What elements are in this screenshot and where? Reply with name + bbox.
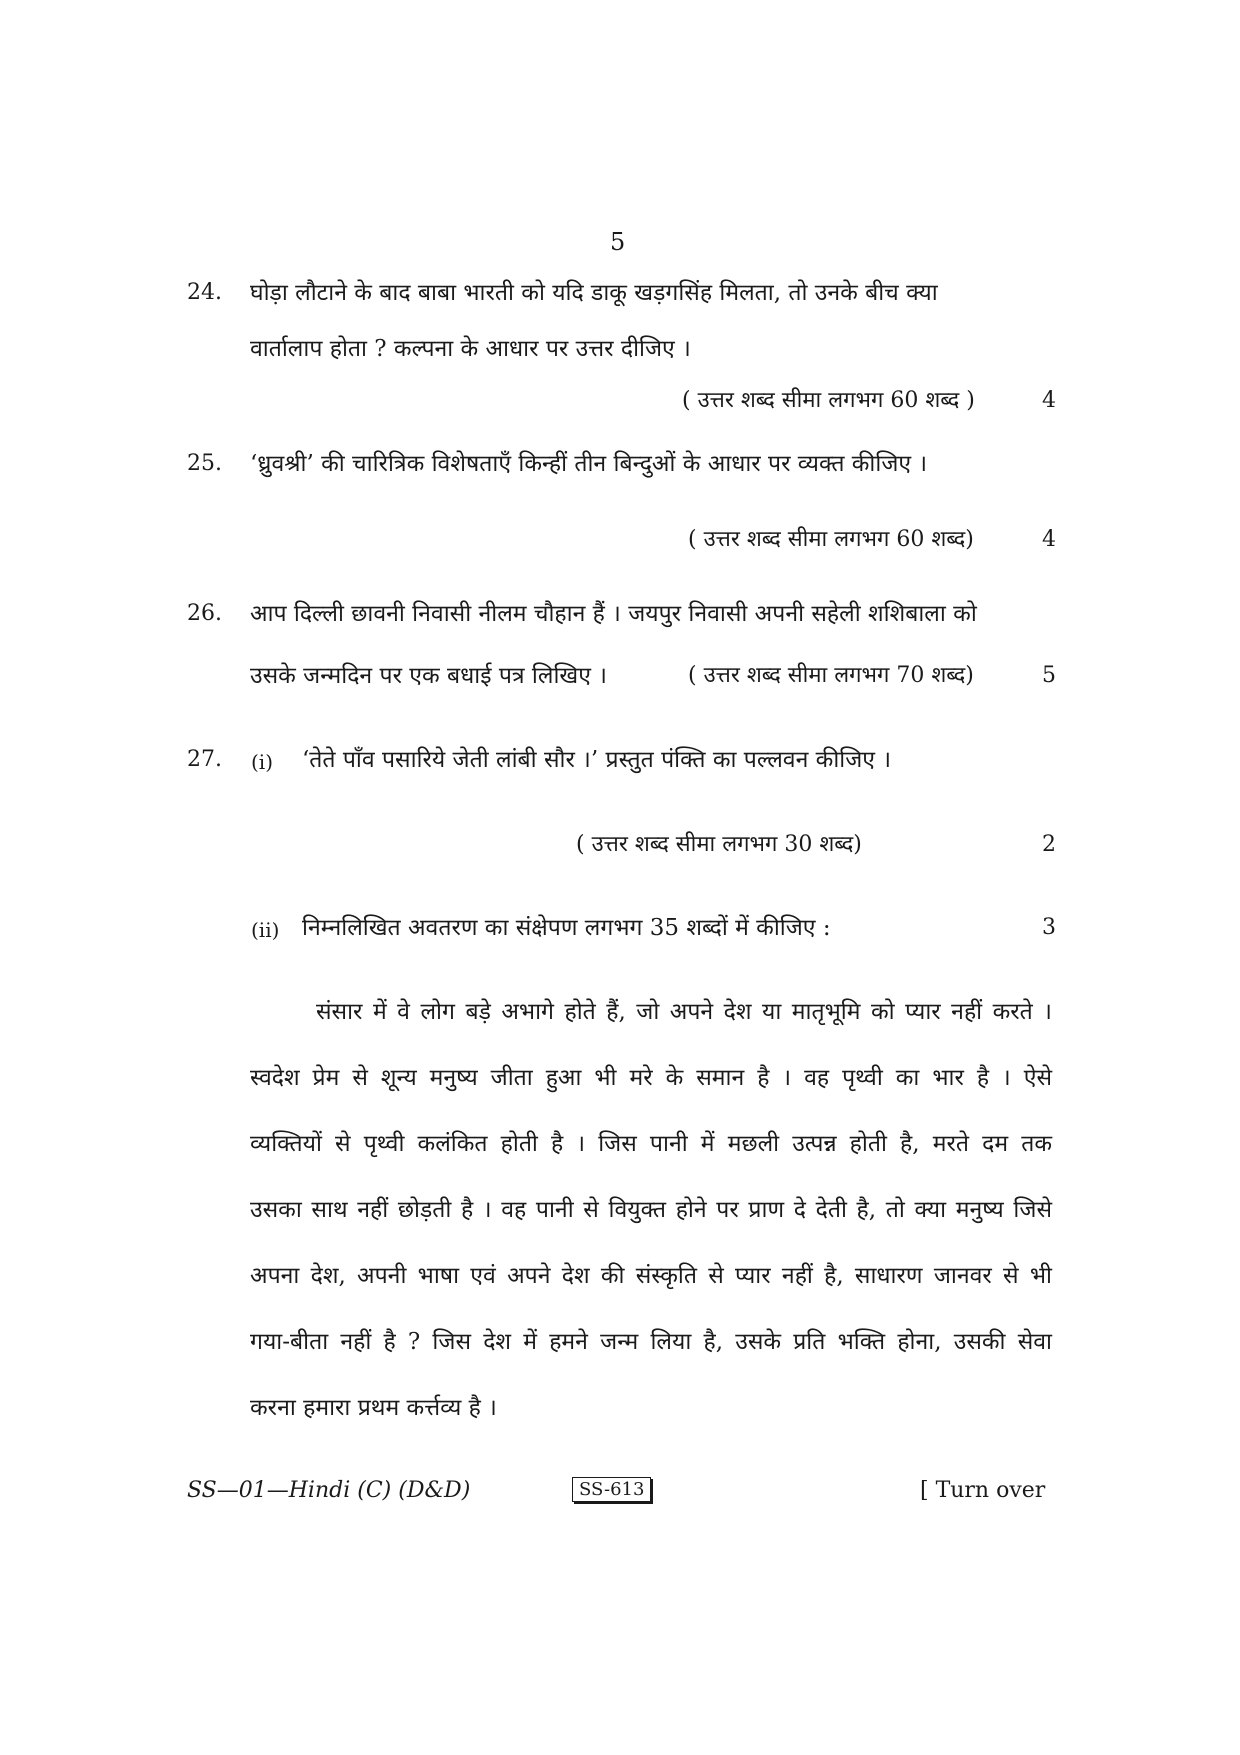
question-text-line: आप दिल्ली छावनी निवासी नीलम चौहान हैं । जयपुर निवासी अपनी सहेली शशिबाला को <box>250 601 977 627</box>
sub-question-label: (ii) <box>251 918 280 942</box>
question-number: 24. <box>187 280 222 305</box>
passage-line: उसका साथ नहीं छोड़ती है । वह पानी से वियुक्त होने पर प्राण दे देती है, तो क्या मनुष्य जिसे <box>250 1197 1052 1223</box>
page-number: 5 <box>610 228 626 256</box>
passage-line: स्वदेश प्रेम से शून्य मनुष्य जीता हुआ भी मरे के समान है । वह पृथ्वी का भार है । ऐसे <box>250 1065 1052 1091</box>
marks: 5 <box>1042 663 1056 688</box>
turn-over-label: [ Turn over <box>920 1478 1046 1503</box>
marks: 4 <box>1042 527 1056 552</box>
sub-question-text: ‘तेते पाँव पसारिये जेती लांबी सौर ।’ प्रस्तुत पंक्ति का पल्लवन कीजिए । <box>302 747 892 773</box>
sub-question-label: (i) <box>251 750 274 774</box>
question-number: 25. <box>187 451 222 476</box>
word-limit: ( उत्तर शब्द सीमा लगभग 70 शब्द) <box>688 663 974 688</box>
paper-code: SS—01—Hindi (C) (D&D) <box>187 1478 471 1503</box>
box-code: SS-613 <box>572 1477 651 1502</box>
word-limit: ( उत्तर शब्द सीमा लगभग 60 शब्द) <box>688 527 974 552</box>
question-text-line: घोड़ा लौटाने के बाद बाबा भारती को यदि डाकू खड़गसिंह मिलता, तो उनके बीच क्या <box>250 280 938 306</box>
question-number: 26. <box>187 601 222 626</box>
passage-line: अपना देश, अपनी भाषा एवं अपने देश की संस्कृति से प्यार नहीं है, साधारण जानवर से भी <box>250 1263 1052 1289</box>
sub-question-text: निम्नलिखित अवतरण का संक्षेपण लगभग 35 शब्दों में कीजिए : <box>302 915 831 941</box>
word-limit: ( उत्तर शब्द सीमा लगभग 60 शब्द ) <box>682 388 975 413</box>
question-text-line: उसके जन्मदिन पर एक बधाई पत्र लिखिए । <box>250 663 607 689</box>
marks: 2 <box>1042 832 1056 857</box>
passage <box>250 996 1052 1458</box>
passage-line: गया-बीता नहीं है ? जिस देश में हमने जन्म लिया है, उसके प्रति भक्ति होना, उसकी सेवा <box>250 1329 1052 1355</box>
marks: 3 <box>1042 915 1056 940</box>
passage-line: करना हमारा प्रथम कर्त्तव्य है । <box>250 1395 497 1421</box>
passage-line: व्यक्तियों से पृथ्वी कलंकित होती है । जिस पानी में मछली उत्पन्न होती है, मरते दम तक <box>250 1131 1052 1157</box>
marks: 4 <box>1042 388 1056 413</box>
question-text-line: ‘ध्रुवश्री’ की चारित्रिक विशेषताएँ किन्हीं तीन बिन्दुओं के आधार पर व्यक्त कीजिए । <box>250 451 928 477</box>
word-limit: ( उत्तर शब्द सीमा लगभग 30 शब्द) <box>576 832 862 857</box>
passage-line: संसार में वे लोग बड़े अभागे होते हैं, जो अपने देश या मातृभूमि को प्यार नहीं करते । <box>316 999 1052 1025</box>
question-text-line: वार्तालाप होता ? कल्पना के आधार पर उत्तर दीजिए । <box>250 336 691 362</box>
question-number: 27. <box>187 747 222 772</box>
